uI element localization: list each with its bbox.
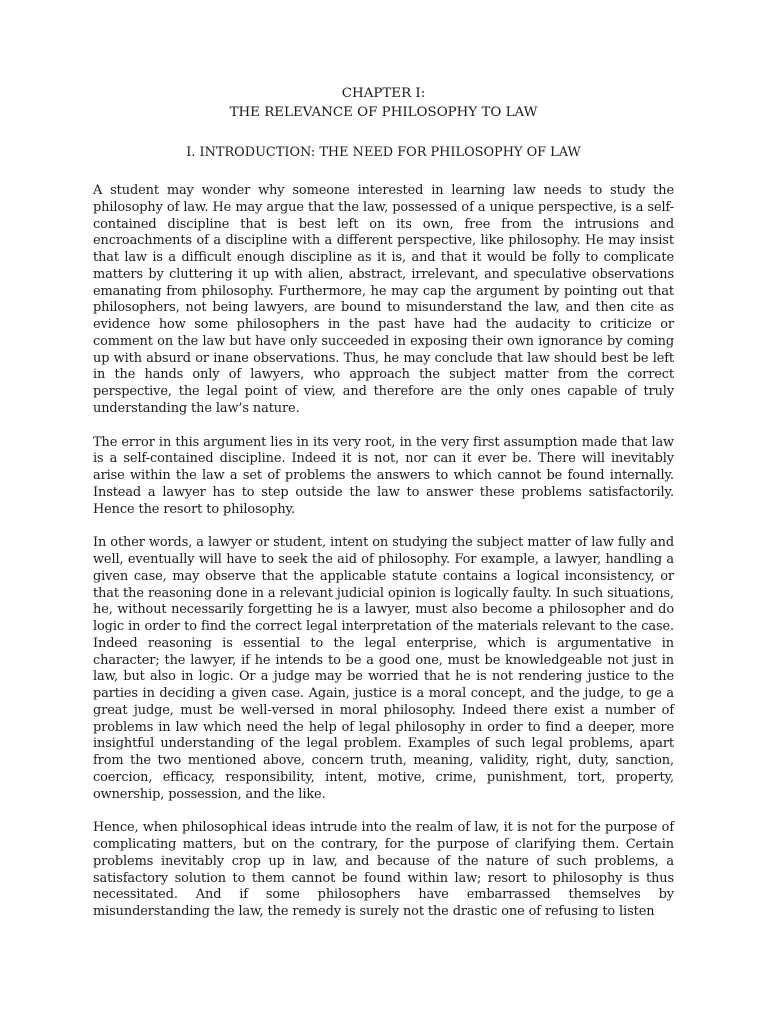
paragraph-1: A student may wonder why someone interested in learning law needs to study the philosophy of law. He may argue that the law, possessed of a unique perspective, is a self-contained discipline that is best left on its own, free from the intrusions and encroachments of a discipline with a different perspective, like philosophy. He may insist that law is a difficult enough discipline as it is, and that it would be folly to complicate matters by cluttering it up with alien, abstract, irrelevant, and speculative observations emanating from philosophy. Furthermore, he may cap the argument by pointing out that philosophers, not being lawyers, are bound to misunderstand the law, and then cite as evidence how some philosophers in the past have had the audacity to criticize or comment on the law but have only succeeded in exposing their own ignorance by coming up with absurd or inane observations. Thus, he may conclude that law should best be left in the hands only of lawyers, who approach the subject matter from the correct perspective, the legal point of view, and therefore are the only ones capable of truly understanding the law’s nature. [93,183,674,416]
section-heading: I. INTRODUCTION: THE NEED FOR PHILOSOPHY OF LAW [186,145,581,160]
paragraph-3: In other words, a lawyer or student, intent on studying the subject matter of law fully and well, eventually will have to seek the aid of philosophy. For example, a lawyer, handling a given case, may observe that the applicable statute contains a logical inconsistency, or that the reasoning done in a relevant judicial opinion is logically faulty. In such situations, he, without necessarily forgetting he is a lawyer, must also become a philosopher and do logic in order to find the correct legal interpretation of the materials relevant to the case. Indeed reasoning is essential to the legal enterprise, which is argumentative in character; the lawyer, if he intends to be a good one, must be knowledgeable not just in law, but also in logic. Or a judge may be worried that he is not rendering justice to the parties in deciding a given case. Again, justice is a moral concept, and the judge, to ge a great judge, must be well-versed in moral philosophy. Indeed there exist a number of problems in law which need the help of legal philosophy in order to find a deeper, more insightful understanding of the legal problem. Examples of such legal problems, apart from the two mentioned above, concern truth, meaning, validity, right, duty, sanction, coercion, efficacy, responsibility, intent, motive, crime, punishment, tort, property, ownership, possession, and the like. [93,535,674,802]
paragraph-2: The error in this argument lies in its very root, in the very first assumption made that law is a self-contained discipline. Indeed it is not, nor can it ever be. There will inevitably arise within the law a set of problems the answers to which cannot be found internally. Instead a lawyer has to step outside the law to answer these problems satisfactorily. Hence the resort to philosophy. [93,434,674,517]
paragraph-4: Hence, when philosophical ideas intrude into the realm of law, it is not for the purpose of complicating matters, but on the contrary, for the purpose of clarifying them. Certain problems inevitably crop up in law, and because of the nature of such problems, a satisfactory solution to them cannot be found within law; resort to philosophy is thus necessitated. And if some philosophers have embarrassed themselves by misunderstanding the law, the remedy is surely not the drastic one of refusing to listen [93,820,674,919]
chapter-number: CHAPTER I: [341,86,426,101]
chapter-title [93,84,674,122]
chapter-name: THE RELEVANCE OF PHILOSOPHY TO LAW [229,105,538,120]
document-page [93,84,674,938]
